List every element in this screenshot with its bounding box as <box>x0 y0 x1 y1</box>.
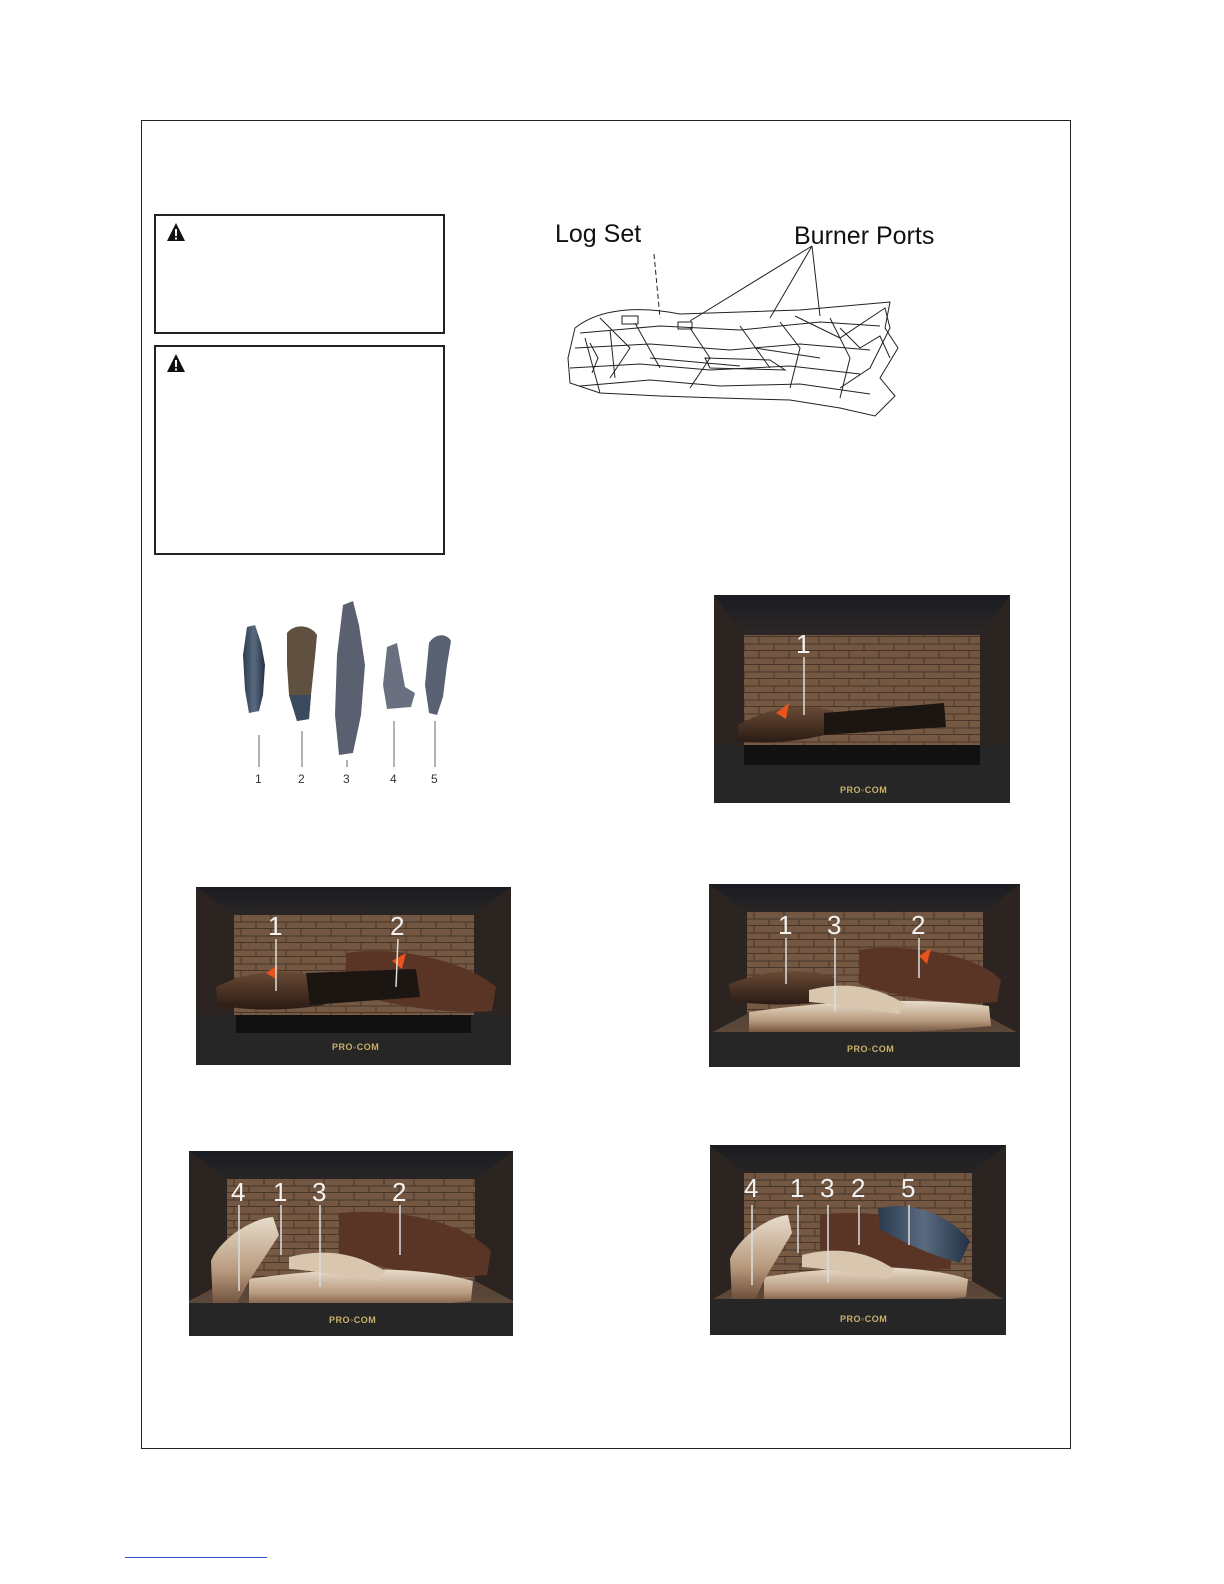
log-set-diagram <box>540 218 960 428</box>
part-number-1: 1 <box>255 772 262 786</box>
callout-2: 2 <box>390 911 405 941</box>
footer-link-rule <box>125 1557 267 1558</box>
log-set-label: Log Set <box>555 220 642 248</box>
part-number-4: 4 <box>390 772 397 786</box>
callout-4: 4 <box>744 1173 759 1203</box>
callout-1: 1 <box>790 1173 805 1203</box>
callout-1: 1 <box>268 911 283 941</box>
step-1-photo <box>714 595 1010 803</box>
log-4-shape <box>383 643 415 709</box>
callout-1: 1 <box>778 910 793 940</box>
callout-3: 3 <box>820 1173 835 1203</box>
brand-label: PRO◦COM <box>840 785 888 795</box>
brand-label: PRO◦COM <box>840 1314 888 1324</box>
log-set-line-drawing <box>540 218 960 428</box>
brand-label: PRO◦COM <box>847 1044 895 1054</box>
step-5-photo <box>710 1145 1006 1335</box>
step-3-photo <box>709 884 1020 1067</box>
part-number-3: 3 <box>343 772 350 786</box>
step-4-photo <box>189 1151 513 1336</box>
log-3-shape <box>335 601 365 755</box>
warning-triangle-icon <box>166 222 186 242</box>
brand-label: PRO◦COM <box>329 1315 377 1325</box>
callout-3: 3 <box>827 910 842 940</box>
log-1-shape <box>243 625 265 713</box>
warning-triangle-icon <box>166 353 186 373</box>
log-parts-photo <box>225 595 465 795</box>
callout-2: 2 <box>851 1173 866 1203</box>
warning-box-2 <box>154 345 445 555</box>
log-5-shape <box>425 635 451 715</box>
brand-label: PRO◦COM <box>332 1042 380 1052</box>
callout-1: 1 <box>796 629 811 659</box>
part-number-5: 5 <box>431 772 438 786</box>
callout-2: 2 <box>911 910 926 940</box>
step-2-photo <box>196 887 511 1065</box>
warning-box-1 <box>154 214 445 334</box>
callout-5: 5 <box>901 1173 916 1203</box>
part-number-2: 2 <box>298 772 305 786</box>
callout-1: 1 <box>273 1177 288 1207</box>
callout-2: 2 <box>392 1177 407 1207</box>
burner-ports-label: Burner Ports <box>794 222 935 250</box>
callout-4: 4 <box>231 1177 246 1207</box>
callout-3: 3 <box>312 1177 327 1207</box>
